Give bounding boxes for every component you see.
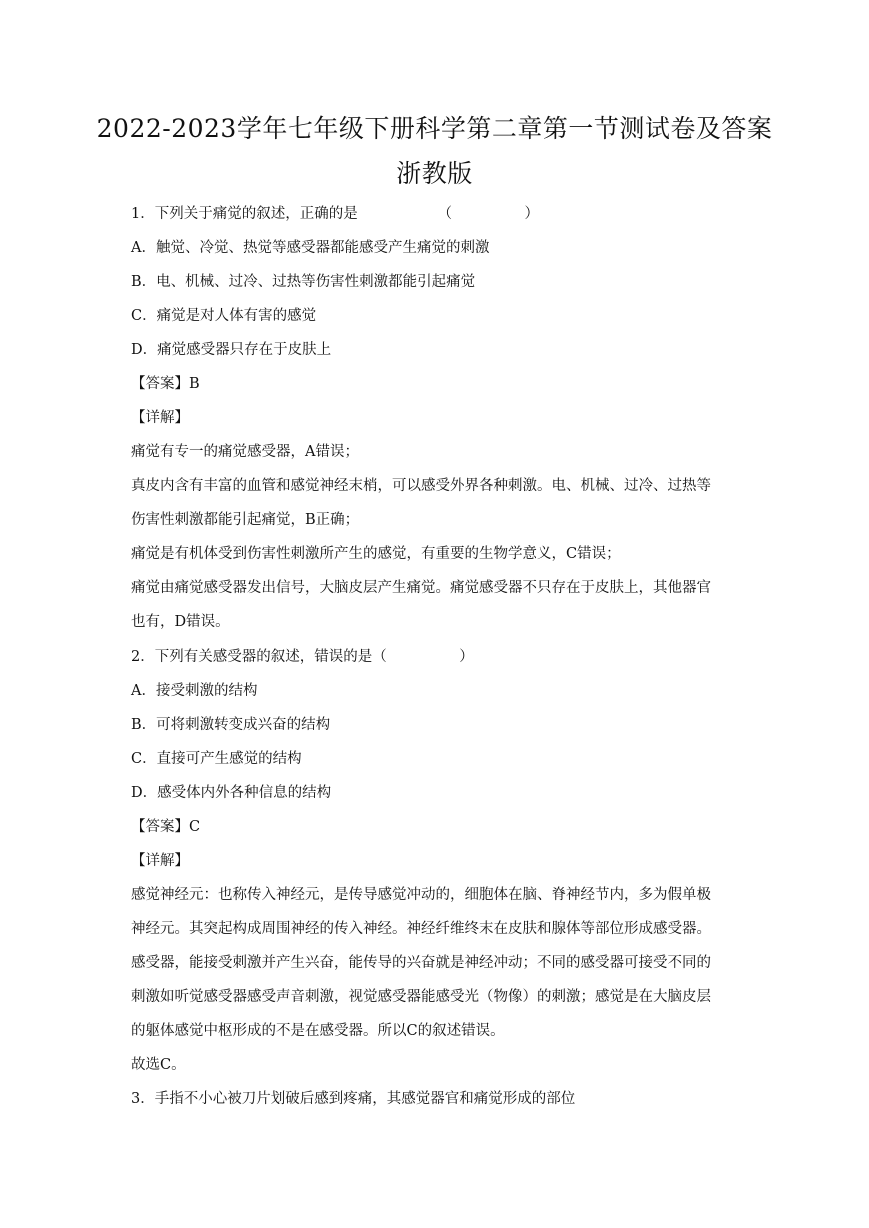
question-1-explanation-heading: 【详解】 (131, 410, 189, 426)
question-2-explanation-line: 刺激如听觉感受器感受声音刺激，视觉感受器能感受光（物像）的刺激；感觉是在大脑皮层 (131, 989, 711, 1005)
question-1-explanation-line: 伤害性刺激都能引起痛觉，B正确； (131, 512, 360, 528)
question-2-option-b: B．可将刺激转变成兴奋的结构 (131, 717, 331, 733)
question-2-option-c: C．直接可产生感觉的结构 (131, 751, 302, 767)
document-title: 2022-2023学年七年级下册科学第二章第一节测试卷及答案 (96, 114, 773, 143)
question-2-explanation-line: 感受器，能接受刺激并产生兴奋，能传导的兴奋就是神经冲动；不同的感受器可接受不同的 (131, 955, 711, 971)
question-2-explanation-line: 神经元。其突起构成周围神经的传入神经。神经纤维终末在皮肤和腺体等部位形成感受器。 (131, 921, 711, 937)
question-2-explanation-line: 感觉神经元：也称传入神经元，是传导感觉冲动的，细胞体在脑、脊神经节内，多为假单极 (131, 887, 711, 903)
question-1-explanation-line: 痛觉有专一的痛觉感受器，A错误； (131, 444, 359, 460)
question-2-conclusion: 故选C。 (131, 1057, 186, 1073)
question-2-stem: 2．下列有关感受器的叙述，错误的是（ ） (131, 649, 474, 665)
question-2-option-d: D．感受体内外各种信息的结构 (131, 785, 332, 801)
question-1-answer: 【答案】B (131, 376, 200, 392)
document-subtitle: 浙教版 (396, 159, 473, 188)
question-1-explanation-line: 痛觉是有机体受到伤害性刺激所产生的感觉，有重要的生物学意义，C错误； (131, 546, 621, 562)
question-1-stem: 1．下列关于痛觉的叙述，正确的是 （ ） (131, 206, 539, 222)
question-2-answer: 【答案】C (131, 819, 201, 835)
question-3-stem: 3．手指不小心被刀片划破后感到疼痛，其感觉器官和痛觉形成的部位 (131, 1091, 576, 1107)
question-2-option-a: A．接受刺激的结构 (131, 683, 258, 699)
question-2-explanation-line: 的躯体感觉中枢形成的不是在感受器。所以C的叙述错误。 (131, 1023, 505, 1039)
question-2-explanation-heading: 【详解】 (131, 853, 189, 869)
question-1-option-b: B．电、机械、过冷、过热等伤害性刺激都能引起痛觉 (131, 274, 476, 290)
question-1-explanation-line: 痛觉由痛觉感受器发出信号，大脑皮层产生痛觉。痛觉感受器不只存在于皮肤上，其他器官 (131, 580, 711, 596)
question-1-option-c: C．痛觉是对人体有害的感觉 (131, 308, 317, 324)
question-1-option-a: A．触觉、冷觉、热觉等感受器都能感受产生痛觉的刺激 (131, 240, 490, 256)
question-1-explanation-line: 真皮内含有丰富的血管和感觉神经末梢，可以感受外界各种刺激。电、机械、过冷、过热等 (131, 478, 711, 494)
question-1-option-d: D．痛觉感受器只存在于皮肤上 (131, 342, 332, 358)
question-1-explanation-line: 也有，D错误。 (131, 614, 230, 630)
